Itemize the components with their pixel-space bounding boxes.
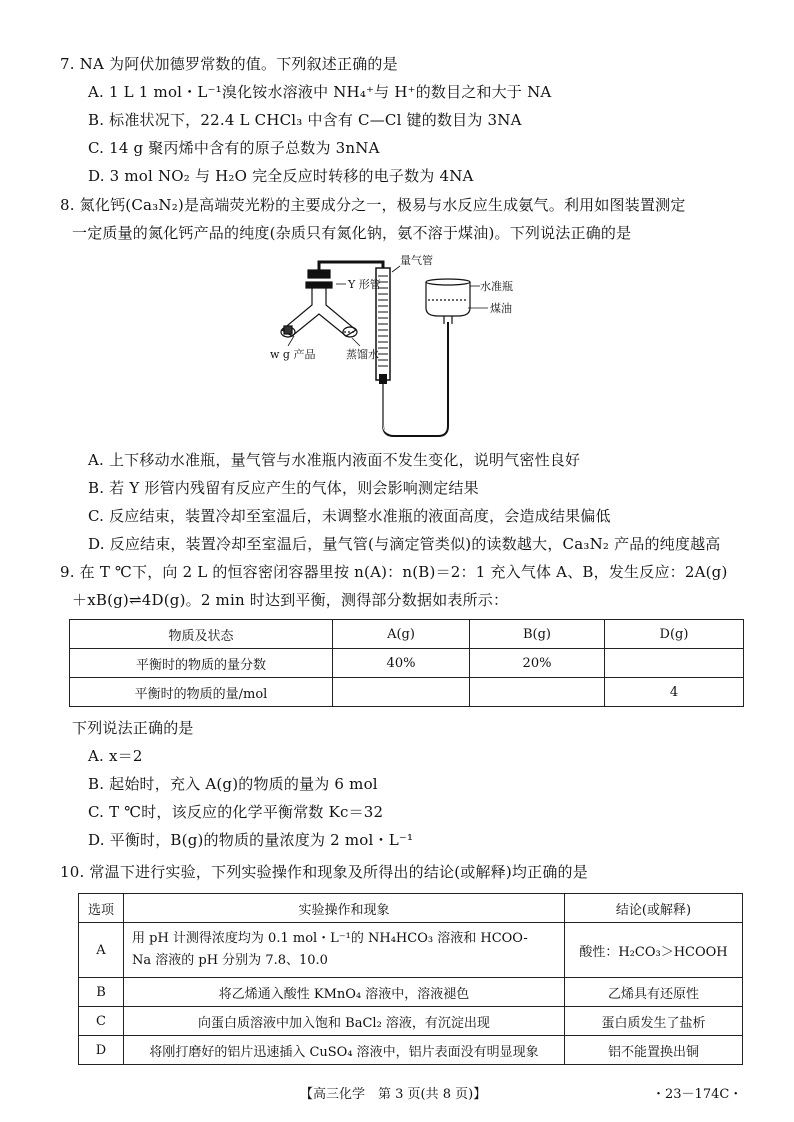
q9-stem-line1: 9. 在 T ℃下，向 2 L 的恒容密闭容器里按 n(A)：n(B)＝2：1 充入气体 A、B，发生反应：2A(g) [60,563,728,581]
table-cell: 乙烯具有还原性 [565,978,743,1007]
table-row [79,978,743,1007]
q8-stem-line1: 8. 氮化钙(Ca₃N₂)是高端荧光粉的主要成分之一，极易与水反应生成氨气。利用如图装置测定 [60,196,686,214]
table-cell: 平衡时的物质的量/mol [70,678,333,707]
q10-stem: 10. 常温下进行实验，下列实验操作和现象及所得出的结论(或解释)均正确的是 [60,863,588,881]
q7-option-d: D. 3 mol NO₂ 与 H₂O 完全反应时转移的电子数为 4NA [88,167,474,185]
q8-option-b: B. 若 Y 形管内残留有反应产生的气体，则会影响测定结果 [88,479,479,497]
q9-stem-line2: ＋xB(g)⇌4D(g)。2 min 时达到平衡，测得部分数据如表所示： [72,591,509,609]
q7-option-a: A. 1 L 1 mol・L⁻¹溴化铵水溶液中 NH₄⁺与 H⁺的数目之和大于 NA [88,83,552,101]
q8-option-d: D. 反应结束，装置冷却至室温后，量气管(与滴定管类似)的读数越大，Ca₃N₂ 产品的纯度越高 [88,535,721,553]
page-footer-code: ・23－174C・ [652,1087,743,1102]
label-product: w g 产品 [270,348,316,361]
level-bottle [426,279,470,324]
table-cell: D [79,1036,124,1065]
table-cell [333,678,470,707]
q9-option-a: A. x＝2 [88,747,143,765]
q8-stem-line2: 一定质量的氮化钙产品的纯度(杂质只有氮化钠，氨不溶于煤油)。下列说法正确的是 [72,224,632,242]
q7-option-c: C. 14 g 聚丙烯中含有的原子总数为 3nNA [88,139,380,157]
y-tube [281,270,357,337]
table-cell-line: Na 溶液的 pH 分别为 7.8、10.0 [132,953,328,968]
table-cell: 酸性：H₂CO₃＞HCOOH [565,923,743,978]
table-cell: 铝不能置换出铜 [565,1036,743,1065]
table-cell: 蛋白质发生了盐析 [565,1007,743,1036]
label-level-bottle: 水准瓶 [480,280,513,293]
label-kerosene: 煤油 [490,302,512,315]
table-cell [470,678,605,707]
rubber-hose [383,322,448,436]
label-y-tube: Y 形管 [348,278,381,291]
table-cell: 4 [605,678,744,707]
q10-experiment-table [78,893,743,1065]
table-row [79,923,743,978]
table-cell: C [79,1007,124,1036]
table-row [79,1007,743,1036]
table-header-cell: A(g) [333,620,470,649]
table-header-row [70,620,744,649]
page-footer-center: 【高三化学 第 3 页(共 8 页)】 [300,1087,487,1102]
table-row [79,1036,743,1065]
q9-data-table [69,619,744,707]
table-header-cell: 选项 [79,894,124,923]
table-row [70,678,744,707]
table-header-cell: 结论(或解释) [565,894,743,923]
table-cell: 将乙烯通入酸性 KMnO₄ 溶液中，溶液褪色 [124,978,565,1007]
q7-stem: 7. NA 为阿伏加德罗常数的值。下列叙述正确的是 [60,55,398,73]
table-header-cell: D(g) [605,620,744,649]
q8-option-a: A. 上下移动水准瓶，量气管与水准瓶内液面不发生变化，说明气密性良好 [88,451,581,469]
table-cell: 将刚打磨好的铝片迅速插入 CuSO₄ 溶液中，铝片表面没有明显现象 [124,1036,565,1065]
label-water: 蒸馏水 [346,348,379,361]
q9-ask: 下列说法正确的是 [72,719,194,737]
table-header-row [79,894,743,923]
table-row [70,649,744,678]
table-cell: 向蛋白质溶液中加入饱和 BaCl₂ 溶液，有沉淀出现 [124,1007,565,1036]
q8-option-c: C. 反应结束，装置冷却至室温后，未调整水准瓶的液面高度，会造成结果偏低 [88,507,611,525]
table-cell-line: 用 pH 计测得浓度均为 0.1 mol・L⁻¹的 NH₄HCO₃ 溶液和 HCOO- [132,931,528,946]
q9-option-d: D. 平衡时，B(g)的物质的量浓度为 2 mol・L⁻¹ [88,831,414,849]
apparatus-diagram [268,250,548,440]
table-cell: 平衡时的物质的量分数 [70,649,333,678]
table-cell [124,923,565,978]
table-header-cell: B(g) [470,620,605,649]
table-cell [605,649,744,678]
q9-option-c: C. T ℃时，该反应的化学平衡常数 Kc＝32 [88,803,384,821]
table-header-cell: 物质及状态 [70,620,333,649]
q9-option-b: B. 起始时，充入 A(g)的物质的量为 6 mol [88,775,378,793]
table-header-cell: 实验操作和现象 [124,894,565,923]
q7-option-b: B. 标准状况下，22.4 L CHCl₃ 中含有 C—Cl 键的数目为 3NA [88,111,522,129]
table-cell: A [79,923,124,978]
table-cell: 40% [333,649,470,678]
table-cell: 20% [470,649,605,678]
table-cell: B [79,978,124,1007]
label-gas-tube: 量气管 [400,254,433,267]
